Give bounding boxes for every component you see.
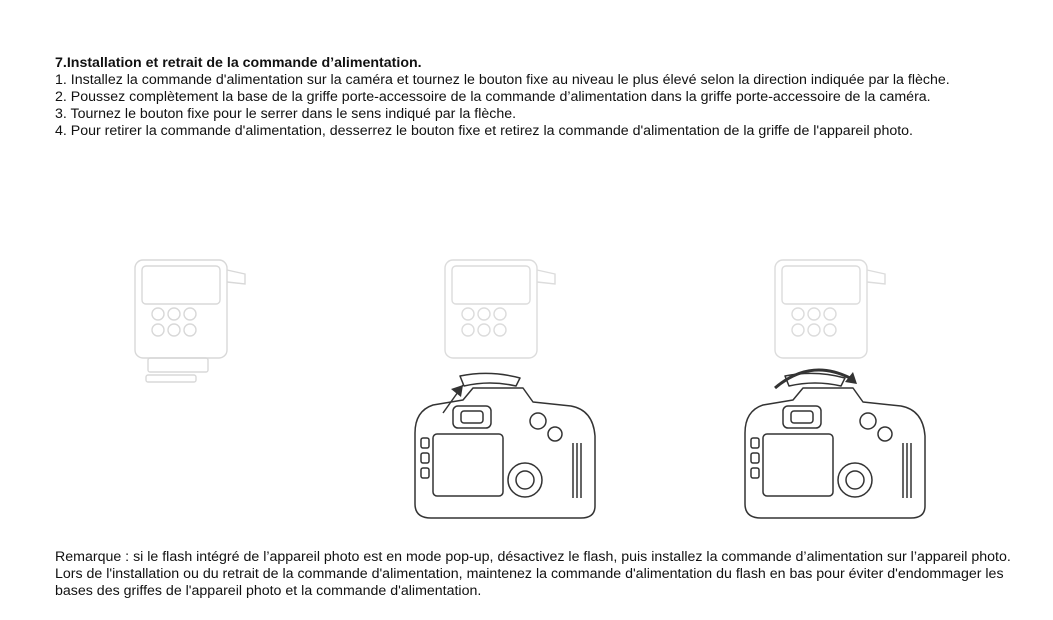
step-1: 1. Installez la commande d'alimentation sur la caméra et tournez le bouton fixe au niveau le plus élevé selon la direction indiquée par la flèche.: [55, 72, 950, 88]
camera-lock-illustration: [735, 248, 935, 528]
step-3: 3. Tournez le bouton fixe pour le serrer dans le sens indiqué par la flèche.: [55, 106, 517, 122]
section-heading: 7.Installation et retrait de la commande d’alimentation.: [55, 55, 422, 71]
step-2: 2. Poussez complètement la base de la griffe porte-accessoire de la commande d’alimentation dans la griffe porte-accessoire de la caméra.: [55, 89, 931, 105]
figure-trigger-only: [120, 248, 260, 393]
step-4: 4. Pour retirer la commande d'alimentation, desserrez le bouton fixe et retirez la commande d'alimentation de la griffe de l'appareil photo.: [55, 123, 914, 139]
figure-trigger-camera-1: [405, 248, 605, 528]
figure-trigger-camera-2: [735, 248, 935, 528]
note-paragraph: Remarque : si le flash intégré de l’appareil photo est en mode pop-up, désactivez le flash, puis installez la commande d’alimentation sur l’appareil photo. Lors de l'installation ou du retrait de la commande d'alimentation, maintenez la commande d'alimentation du flash en bas pour éviter d'endommager les bases des griffes de l'appareil photo et la commande d'alimentation.: [55, 549, 1011, 599]
camera-install-illustration: [405, 248, 605, 528]
instructions-section: [55, 55, 1023, 140]
flash-trigger-illustration: [120, 248, 260, 393]
